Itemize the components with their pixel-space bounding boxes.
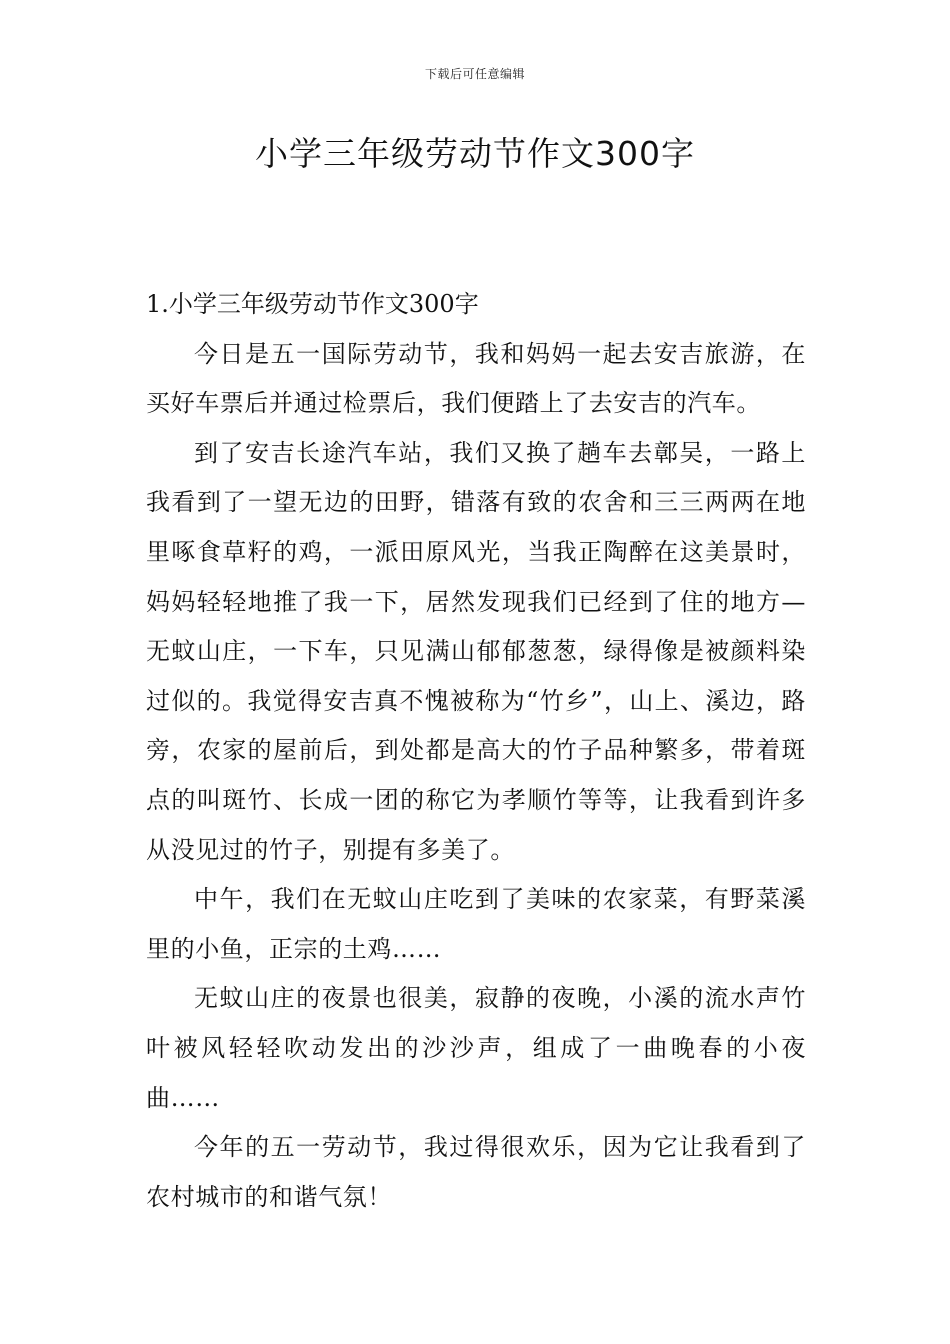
section-heading: 1.小学三年级劳动节作文300字 [146, 290, 479, 318]
paragraph-4: 无蚊山庄的夜景也很美，寂静的夜晚，小溪的流水声竹叶被风轻轻吹动发出的沙沙声，组成了一曲晚春的小夜曲…… [146, 984, 806, 1112]
paragraph-2: 到了安吉长途汽车站，我们又换了趟车去鄣吴，一路上我看到了一望无边的田野，错落有致的农舍和三三两两在地里啄食草籽的鸡，一派田原风光，当我正陶醉在这美景时，妈妈轻轻地推了我一下，居然发现我们已经到了住的地方—无蚊山庄，一下车，只见满山郁郁葱葱，绿得像是被颜料染过似的。我觉得安吉真不愧被称为“竹乡”，山上、溪边，路旁，农家的屋前后，到处都是高大的竹子品种繁多，带着斑点的叫斑竹、长成一团的称它为孝顺竹等等，让我看到许多从没见过的竹子，别提有多美了。 [146, 438, 806, 864]
document-title: 小学三年级劳动节作文300字 [255, 134, 695, 173]
paragraph-5: 今年的五一劳动节，我过得很欢乐，因为它让我看到了农村城市的和谐气氛！ [146, 1133, 806, 1211]
header-note: 下载后可任意编辑 [424, 67, 525, 81]
paragraph-1: 今日是五一国际劳动节，我和妈妈一起去安吉旅游，在买好车票后并通过检票后，我们便踏上了去安吉的汽车。 [146, 339, 806, 418]
paragraph-3: 中午，我们在无蚊山庄吃到了美味的农家菜，有野菜溪里的小鱼，正宗的土鸡…… [146, 885, 806, 963]
document-body [146, 280, 806, 1222]
